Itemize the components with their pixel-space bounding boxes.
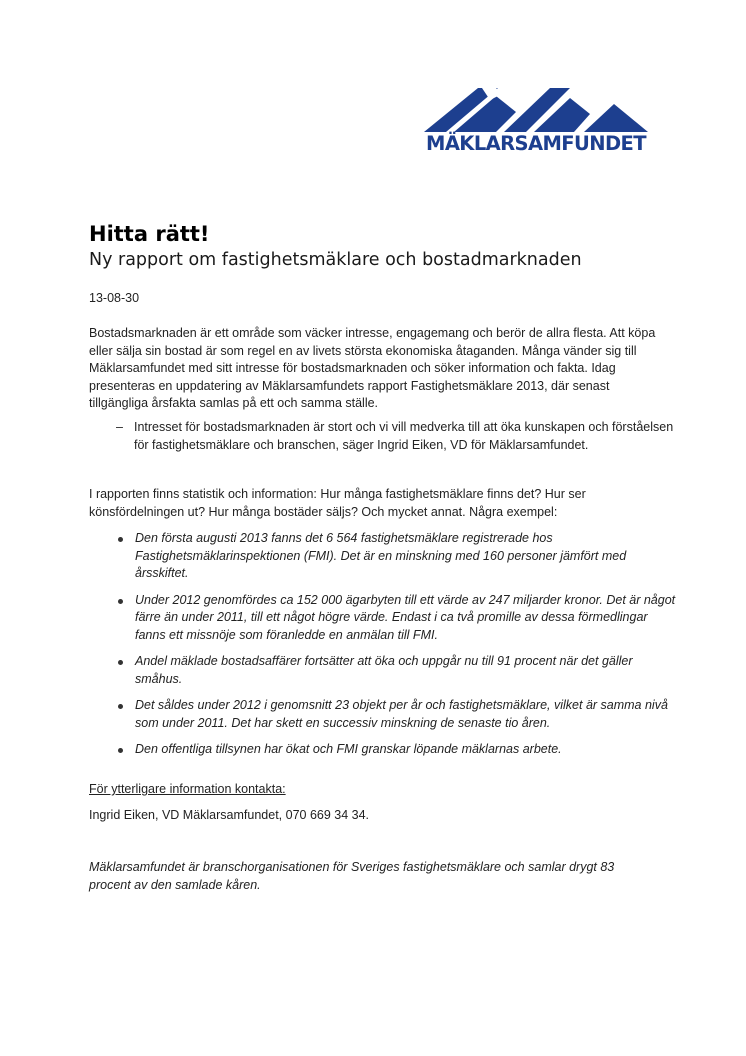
list-item	[118, 741, 678, 759]
list-item-text: Andel mäklade bostadsaffärer fortsätter att öka och uppgår nu till 91 procent när det gäller småhus.	[135, 654, 633, 686]
list-item-text: Den offentliga tillsynen har ökat och FMI granskar löpande mäklarnas arbete.	[135, 742, 562, 756]
quote-text: Intresset för bostadsmarknaden är stort och vi vill medverka till att öka kunskapen och förståelsen för fastighetsmäklare och branschen, säger Ingrid Eiken, VD för Mäklarsamfundet.	[134, 420, 674, 452]
list-item-text: Under 2012 genomfördes ca 152 000 ägarbyten till ett värde av 247 miljarder kronor. Det är något färre än under 2011, till ett något högre värde. Endast i ca två promille av dessa förmedlingar fanns ett missnöje som föranledde en anmälan till FMI.	[135, 592, 676, 642]
quote-block	[116, 419, 676, 454]
contact-info: Ingrid Eiken, VD Mäklarsamfundet, 070 669 34 34.	[89, 808, 370, 822]
bullet-icon	[118, 660, 123, 665]
dash-marker: –	[116, 420, 123, 434]
list-item-text: Det såldes under 2012 i genomsnitt 23 objekt per år och fastighetsmäklare, vilket är samma nivå som under 2011. Det har skett en successiv minskning de senaste tio åren.	[135, 698, 668, 730]
bullet-icon	[118, 704, 123, 709]
list-item	[118, 530, 678, 583]
bullet-icon	[118, 748, 123, 753]
footer-note: Mäklarsamfundet är branschorganisationen för Sveriges fastighetsmäklare och samlar drygt 83 procent av den samlade kåren.	[89, 860, 615, 892]
bullet-icon	[118, 599, 123, 604]
roof-mark-icon	[424, 86, 648, 134]
page-title: Hitta rätt!	[89, 222, 210, 246]
publish-date: 13-08-30	[89, 291, 140, 305]
contact-heading: För ytterligare information kontakta:	[89, 782, 286, 796]
list-item	[118, 592, 678, 645]
bullet-icon	[118, 537, 123, 542]
intro-paragraph: Bostadsmarknaden är ett område som väcker intresse, engagemang och berör de allra flesta. Att köpa eller sälja sin bostad är som regel en av livets största ekonomiska åtaganden. Många vänder sig till Mäklarsamfundet med sitt intresse för bostadsmarknaden och söker information och fakta. Idag presenteras en uppdatering av Mäklarsamfundets rapport Fastighetsmäklare 2013, där senast tillgängliga årsfakta samlas på ett och samma ställe.	[89, 326, 656, 410]
maklarsamfundet-logo	[416, 86, 656, 158]
logo-wordmark: MÄKLARSAMFUNDET	[426, 132, 646, 155]
facts-list	[118, 530, 678, 768]
report-intro-paragraph: I rapporten finns statistik och information: Hur många fastighetsmäklare finns det? Hur ser könsfördelningen ut? Hur många bostäder säljs? Och mycket annat. Några exempel:	[89, 487, 586, 519]
list-item	[118, 653, 678, 688]
page-subtitle: Ny rapport om fastighetsmäklare och bostadmarknaden	[89, 250, 582, 270]
list-item	[118, 697, 678, 732]
list-item-text: Den första augusti 2013 fanns det 6 564 fastighetsmäklare registrerade hos Fastighetsmäklarinspektionen (FMI). Det är en minskning med 160 personer jämfört med årsskiftet.	[135, 531, 627, 580]
